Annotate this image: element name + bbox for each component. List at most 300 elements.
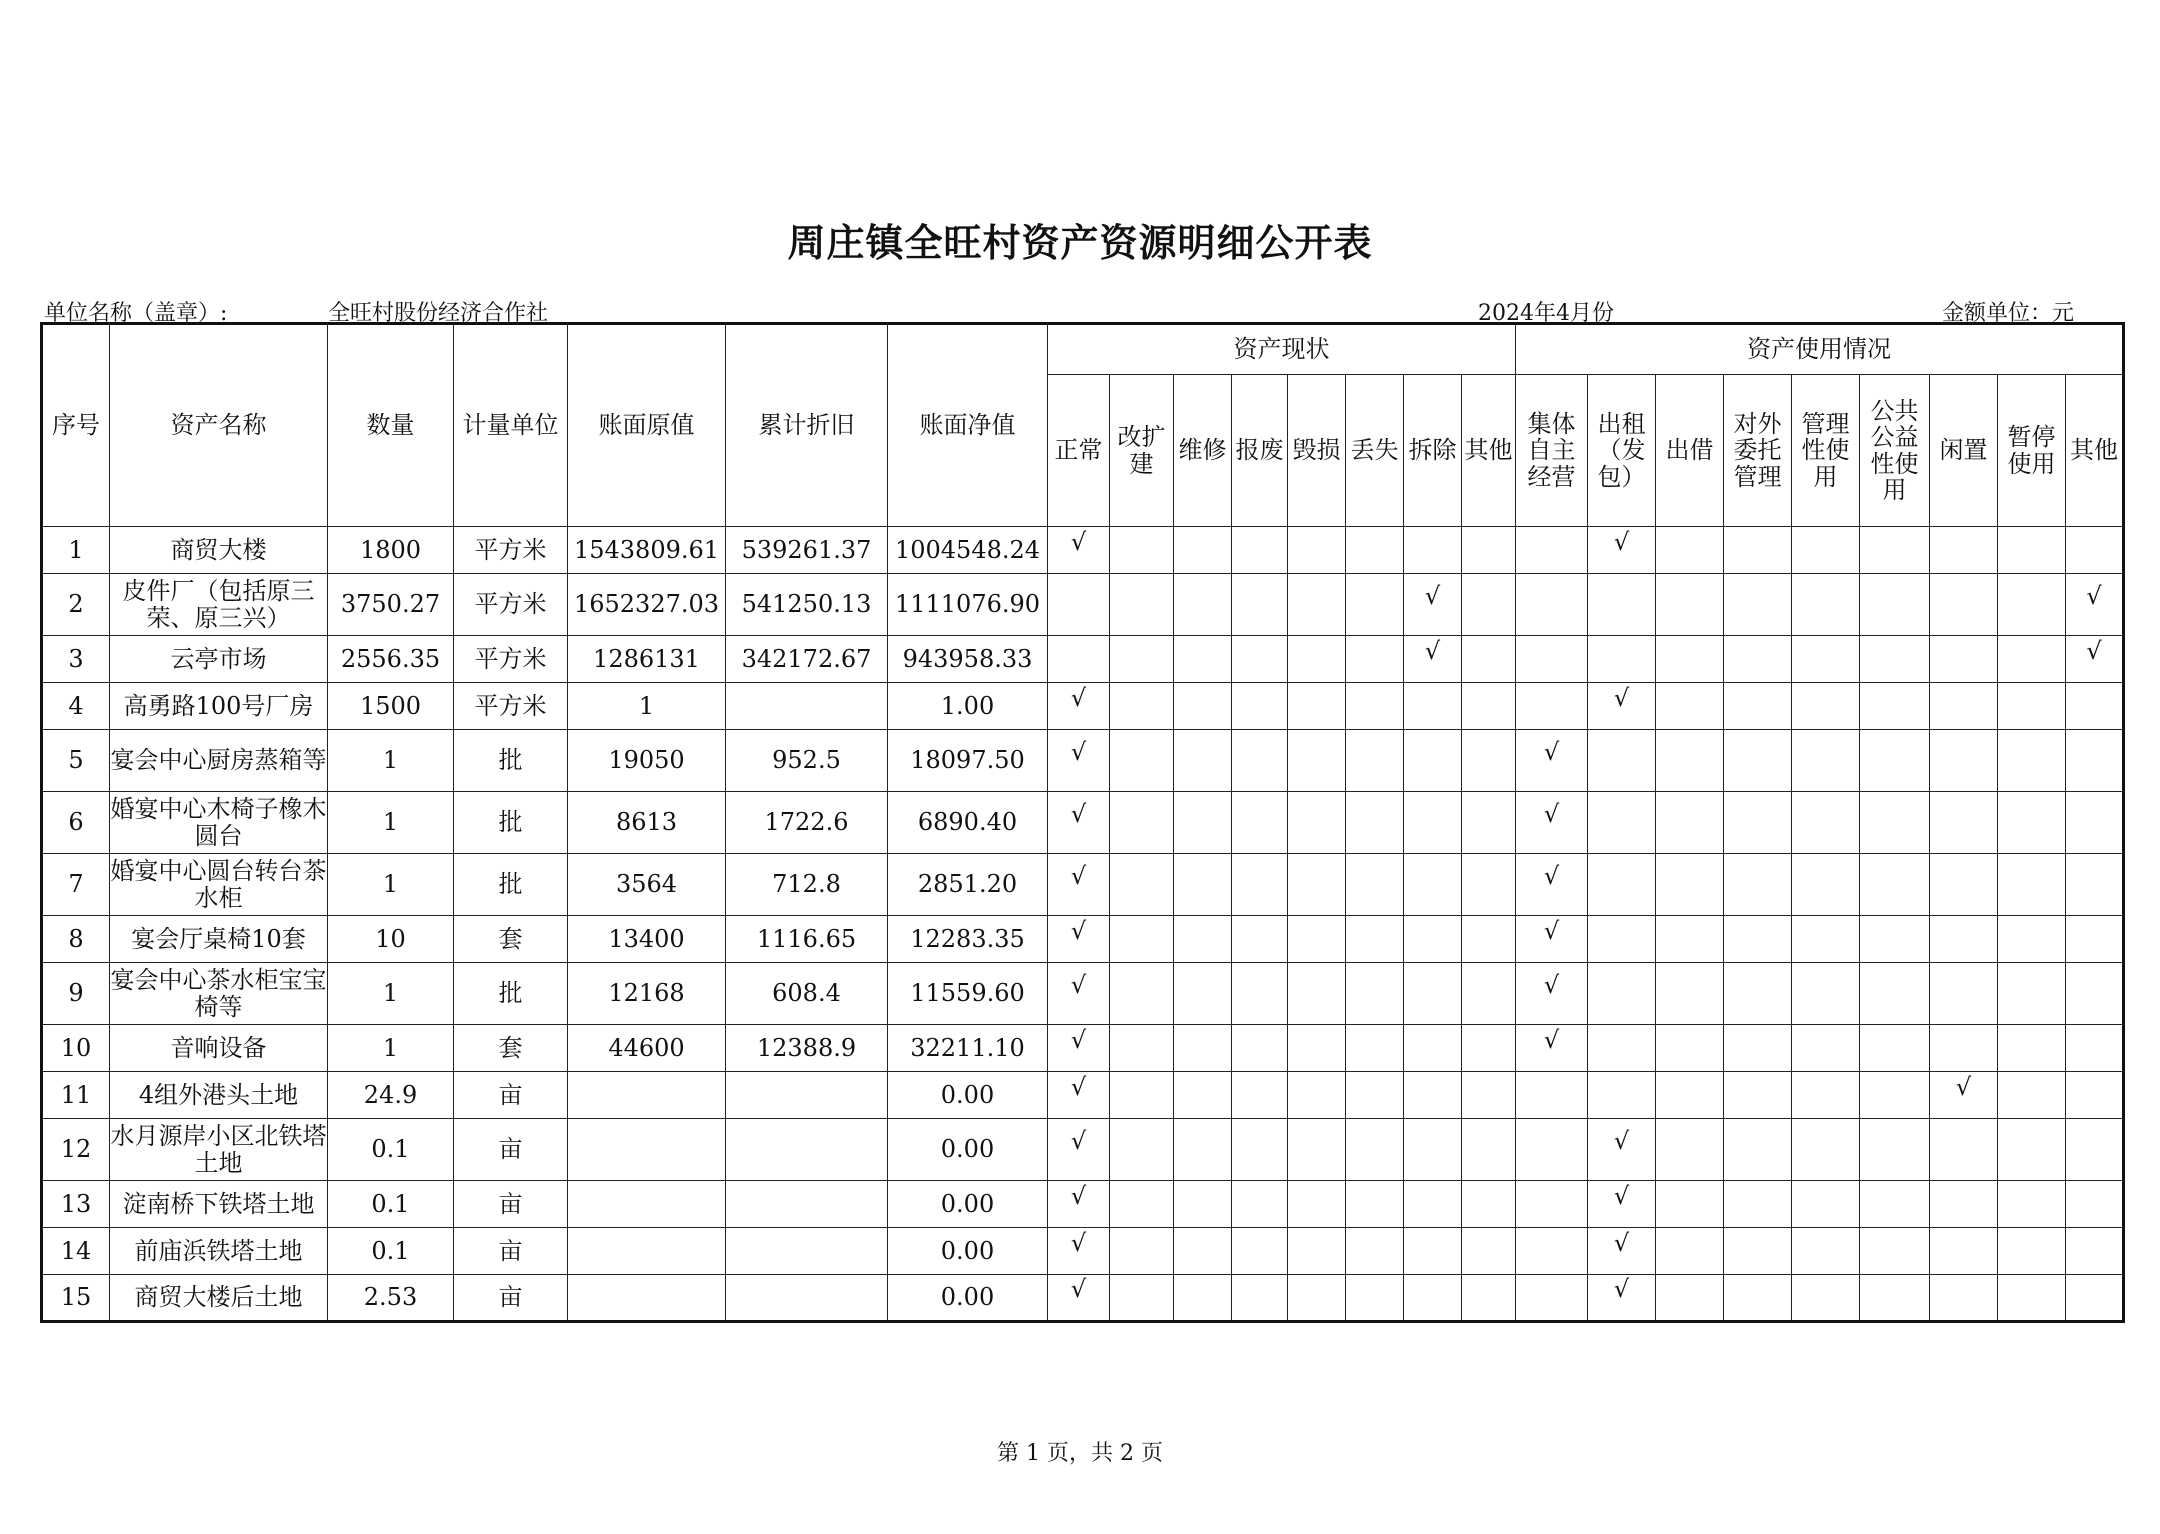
status-cell — [1232, 916, 1288, 963]
row-qty: 1 — [328, 792, 454, 854]
row-qty: 0.1 — [328, 1181, 454, 1228]
usage-cell — [1930, 854, 1998, 916]
table-row — [42, 792, 2124, 854]
table-row — [42, 1025, 2124, 1072]
status-cell — [1110, 1275, 1174, 1322]
status-cell — [1048, 1072, 1110, 1119]
row-original-value: 8613 — [568, 792, 726, 854]
usage-cell — [1724, 854, 1792, 916]
usage-cell — [1998, 1025, 2066, 1072]
usage-cell — [1588, 527, 1656, 574]
row-unit: 亩 — [454, 1275, 568, 1322]
status-cell — [1110, 683, 1174, 730]
header-usage-leased: 出租（发包） — [1588, 375, 1656, 527]
status-cell — [1110, 963, 1174, 1025]
usage-cell — [1588, 1025, 1656, 1072]
usage-cell — [1516, 792, 1588, 854]
table-row — [42, 916, 2124, 963]
status-cell — [1346, 916, 1404, 963]
usage-cell — [1516, 1025, 1588, 1072]
usage-cell — [1516, 636, 1588, 683]
usage-cell — [1588, 730, 1656, 792]
status-cell — [1174, 574, 1232, 636]
usage-cell — [1998, 1181, 2066, 1228]
header-usage-idle: 闲置 — [1930, 375, 1998, 527]
row-seq: 12 — [42, 1119, 110, 1181]
usage-cell — [1724, 1181, 1792, 1228]
usage-cell — [1792, 1275, 1860, 1322]
row-seq: 9 — [42, 963, 110, 1025]
check-mark: √ — [1543, 1025, 1560, 1054]
row-original-value: 12168 — [568, 963, 726, 1025]
usage-cell — [2066, 792, 2124, 854]
usage-cell — [1516, 854, 1588, 916]
usage-cell — [1930, 792, 1998, 854]
row-unit: 平方米 — [454, 636, 568, 683]
row-seq: 10 — [42, 1025, 110, 1072]
header-unit: 计量单位 — [454, 324, 568, 527]
status-cell — [1404, 1119, 1462, 1181]
header-usage-administrative: 管理性使用 — [1792, 375, 1860, 527]
status-cell — [1288, 854, 1346, 916]
row-qty: 1800 — [328, 527, 454, 574]
table-row — [42, 1119, 2124, 1181]
usage-cell — [1792, 730, 1860, 792]
usage-cell — [2066, 1181, 2124, 1228]
check-mark: √ — [1955, 1072, 1972, 1101]
unit-name-value: 全旺村股份经济合作社 — [328, 301, 549, 326]
row-depreciation — [726, 683, 888, 730]
row-depreciation — [726, 1072, 888, 1119]
usage-cell — [1998, 527, 2066, 574]
header-status-lost: 丢失 — [1346, 375, 1404, 527]
status-cell — [1288, 1181, 1346, 1228]
status-cell — [1462, 730, 1516, 792]
usage-cell — [1930, 1025, 1998, 1072]
row-asset-name: 音响设备 — [110, 1025, 328, 1072]
status-cell — [1174, 1072, 1232, 1119]
usage-cell — [1724, 916, 1792, 963]
header-status-damaged: 毁损 — [1288, 375, 1346, 527]
usage-cell — [1930, 527, 1998, 574]
status-cell — [1288, 1072, 1346, 1119]
status-cell — [1462, 1119, 1516, 1181]
usage-cell — [1860, 1275, 1930, 1322]
usage-cell — [1860, 1025, 1930, 1072]
row-seq: 13 — [42, 1181, 110, 1228]
check-mark: √ — [1543, 800, 1560, 829]
usage-cell — [1930, 730, 1998, 792]
check-mark: √ — [2086, 582, 2102, 611]
check-mark: √ — [1543, 971, 1560, 1000]
row-qty: 2.53 — [328, 1275, 454, 1322]
status-cell — [1232, 636, 1288, 683]
status-cell — [1174, 1119, 1232, 1181]
row-unit: 平方米 — [454, 527, 568, 574]
table-row — [42, 1228, 2124, 1275]
row-seq: 6 — [42, 792, 110, 854]
status-cell — [1174, 527, 1232, 574]
usage-cell — [1998, 636, 2066, 683]
status-cell — [1232, 683, 1288, 730]
row-original-value: 1543809.61 — [568, 527, 726, 574]
header-qty: 数量 — [328, 324, 454, 527]
status-cell — [1346, 730, 1404, 792]
header-name: 资产名称 — [110, 324, 328, 527]
usage-cell — [1588, 1228, 1656, 1275]
status-cell — [1174, 854, 1232, 916]
row-unit: 亩 — [454, 1119, 568, 1181]
usage-cell — [1930, 1181, 1998, 1228]
unit-name-label: 单位名称（盖章）: — [44, 301, 228, 326]
status-cell — [1462, 1025, 1516, 1072]
check-mark: √ — [1613, 1275, 1630, 1304]
check-mark: √ — [1613, 527, 1630, 556]
status-cell — [1048, 1119, 1110, 1181]
status-cell — [1404, 1275, 1462, 1322]
status-cell — [1048, 854, 1110, 916]
usage-cell — [1860, 792, 1930, 854]
row-unit: 亩 — [454, 1228, 568, 1275]
row-qty: 2556.35 — [328, 636, 454, 683]
usage-cell — [1930, 1228, 1998, 1275]
row-depreciation — [726, 1181, 888, 1228]
status-cell — [1110, 1181, 1174, 1228]
header-status-normal: 正常 — [1048, 375, 1110, 527]
header-depreciation: 累计折旧 — [726, 324, 888, 527]
check-mark: √ — [1070, 971, 1087, 1000]
status-cell — [1232, 963, 1288, 1025]
status-cell — [1110, 1228, 1174, 1275]
status-cell — [1404, 1228, 1462, 1275]
status-cell — [1048, 730, 1110, 792]
row-original-value: 1 — [568, 683, 726, 730]
usage-cell — [1792, 1181, 1860, 1228]
usage-cell — [1792, 683, 1860, 730]
row-original-value: 1286131 — [568, 636, 726, 683]
row-net-value: 0.00 — [888, 1181, 1048, 1228]
row-net-value: 0.00 — [888, 1228, 1048, 1275]
asset-table — [40, 322, 2125, 1323]
usage-cell — [2066, 683, 2124, 730]
usage-cell — [1792, 1228, 1860, 1275]
usage-cell — [1724, 527, 1792, 574]
usage-cell — [1930, 1275, 1998, 1322]
report-period: 2024年4月份 — [1478, 301, 1614, 326]
row-unit: 套 — [454, 1025, 568, 1072]
header-usage-suspended: 暂停使用 — [1998, 375, 2066, 527]
row-seq: 14 — [42, 1228, 110, 1275]
usage-cell — [1588, 963, 1656, 1025]
usage-cell — [1792, 1119, 1860, 1181]
status-cell — [1462, 916, 1516, 963]
check-mark: √ — [2086, 636, 2102, 665]
check-mark: √ — [1070, 800, 1087, 829]
usage-cell — [1588, 636, 1656, 683]
row-seq: 4 — [42, 683, 110, 730]
status-cell — [1288, 683, 1346, 730]
status-cell — [1174, 1025, 1232, 1072]
status-cell — [1346, 1119, 1404, 1181]
status-cell — [1288, 527, 1346, 574]
row-net-value: 11559.60 — [888, 963, 1048, 1025]
row-asset-name: 商贸大楼后土地 — [110, 1275, 328, 1322]
usage-cell — [1930, 636, 1998, 683]
status-cell — [1462, 1275, 1516, 1322]
status-cell — [1462, 854, 1516, 916]
header-usage-lent: 出借 — [1656, 375, 1724, 527]
usage-cell — [1656, 527, 1724, 574]
usage-cell — [1516, 730, 1588, 792]
usage-cell — [1860, 1119, 1930, 1181]
check-mark: √ — [1613, 1181, 1630, 1210]
row-net-value: 1004548.24 — [888, 527, 1048, 574]
usage-cell — [1588, 792, 1656, 854]
row-depreciation: 12388.9 — [726, 1025, 888, 1072]
usage-cell — [1860, 636, 1930, 683]
usage-cell — [1516, 916, 1588, 963]
usage-cell — [1656, 574, 1724, 636]
status-cell — [1174, 730, 1232, 792]
usage-cell — [1656, 1275, 1724, 1322]
usage-cell — [1860, 963, 1930, 1025]
usage-cell — [1656, 854, 1724, 916]
usage-cell — [1588, 1119, 1656, 1181]
check-mark: √ — [1070, 683, 1087, 712]
usage-cell — [1516, 527, 1588, 574]
table-row — [42, 963, 2124, 1025]
status-cell — [1288, 574, 1346, 636]
header-status-other: 其他 — [1462, 375, 1516, 527]
row-depreciation — [726, 1275, 888, 1322]
usage-cell — [1724, 636, 1792, 683]
usage-cell — [1860, 574, 1930, 636]
row-qty: 0.1 — [328, 1119, 454, 1181]
row-qty: 3750.27 — [328, 574, 454, 636]
status-cell — [1288, 1275, 1346, 1322]
row-asset-name: 宴会中心厨房蒸箱等 — [110, 730, 328, 792]
check-mark: √ — [1424, 582, 1441, 611]
row-original-value — [568, 1072, 726, 1119]
header-status-repair: 维修 — [1174, 375, 1232, 527]
status-cell — [1404, 963, 1462, 1025]
usage-cell — [1998, 792, 2066, 854]
usage-cell — [1792, 574, 1860, 636]
check-mark: √ — [1070, 1275, 1087, 1304]
usage-cell — [1724, 683, 1792, 730]
status-cell — [1404, 916, 1462, 963]
row-qty: 1 — [328, 963, 454, 1025]
header-status-renovation: 改扩建 — [1110, 375, 1174, 527]
row-original-value: 1652327.03 — [568, 574, 726, 636]
row-asset-name: 宴会厅桌椅10套 — [110, 916, 328, 963]
status-cell — [1288, 1025, 1346, 1072]
page-footer: 第 1 页，共 2 页 — [997, 1441, 1163, 1466]
row-depreciation: 1722.6 — [726, 792, 888, 854]
status-cell — [1174, 1181, 1232, 1228]
usage-cell — [1588, 1275, 1656, 1322]
usage-cell — [1860, 1072, 1930, 1119]
check-mark: √ — [1070, 1228, 1087, 1257]
status-cell — [1048, 574, 1110, 636]
status-cell — [1232, 574, 1288, 636]
usage-cell — [1792, 1072, 1860, 1119]
row-depreciation: 608.4 — [726, 963, 888, 1025]
row-unit: 亩 — [454, 1181, 568, 1228]
usage-cell — [1516, 574, 1588, 636]
status-cell — [1346, 1181, 1404, 1228]
row-depreciation: 712.8 — [726, 854, 888, 916]
row-asset-name: 宴会中心茶水柜宝宝椅等 — [110, 963, 328, 1025]
check-mark: √ — [1613, 683, 1630, 712]
row-unit: 批 — [454, 963, 568, 1025]
usage-cell — [1656, 792, 1724, 854]
status-cell — [1346, 963, 1404, 1025]
status-cell — [1048, 963, 1110, 1025]
check-mark: √ — [1070, 1181, 1087, 1210]
usage-cell — [1588, 683, 1656, 730]
row-depreciation: 539261.37 — [726, 527, 888, 574]
row-unit: 套 — [454, 916, 568, 963]
usage-cell — [1930, 963, 1998, 1025]
row-seq: 3 — [42, 636, 110, 683]
usage-cell — [2066, 636, 2124, 683]
status-cell — [1288, 636, 1346, 683]
table-row — [42, 1072, 2124, 1119]
status-cell — [1404, 1025, 1462, 1072]
row-seq: 1 — [42, 527, 110, 574]
row-qty: 24.9 — [328, 1072, 454, 1119]
status-cell — [1346, 1072, 1404, 1119]
status-cell — [1462, 1181, 1516, 1228]
usage-cell — [2066, 527, 2124, 574]
row-net-value: 12283.35 — [888, 916, 1048, 963]
status-cell — [1462, 963, 1516, 1025]
row-depreciation: 1116.65 — [726, 916, 888, 963]
status-cell — [1346, 527, 1404, 574]
usage-cell — [1860, 854, 1930, 916]
status-cell — [1110, 792, 1174, 854]
status-cell — [1404, 792, 1462, 854]
header-seq: 序号 — [42, 324, 110, 527]
status-cell — [1462, 792, 1516, 854]
usage-cell — [1656, 636, 1724, 683]
usage-cell — [1998, 916, 2066, 963]
usage-cell — [1588, 1181, 1656, 1228]
check-mark: √ — [1070, 738, 1087, 767]
header-usage-public: 公共公益性使用 — [1860, 375, 1930, 527]
usage-cell — [1860, 1181, 1930, 1228]
row-seq: 11 — [42, 1072, 110, 1119]
usage-cell — [1998, 963, 2066, 1025]
usage-cell — [1860, 916, 1930, 963]
row-net-value: 0.00 — [888, 1072, 1048, 1119]
check-mark: √ — [1613, 1228, 1630, 1257]
usage-cell — [1930, 1119, 1998, 1181]
usage-cell — [1656, 1181, 1724, 1228]
usage-cell — [1998, 1119, 2066, 1181]
status-cell — [1288, 963, 1346, 1025]
row-net-value: 32211.10 — [888, 1025, 1048, 1072]
table-row — [42, 574, 2124, 636]
status-cell — [1174, 636, 1232, 683]
check-mark: √ — [1613, 1127, 1630, 1156]
usage-cell — [1998, 683, 2066, 730]
status-cell — [1110, 916, 1174, 963]
check-mark: √ — [1543, 862, 1560, 891]
usage-cell — [1998, 1275, 2066, 1322]
usage-cell — [1588, 574, 1656, 636]
status-cell — [1462, 636, 1516, 683]
check-mark: √ — [1543, 738, 1560, 767]
usage-cell — [1930, 683, 1998, 730]
usage-cell — [1998, 1228, 2066, 1275]
status-cell — [1346, 792, 1404, 854]
row-asset-name: 婚宴中心木椅子橡木圆台 — [110, 792, 328, 854]
status-cell — [1346, 1275, 1404, 1322]
check-mark: √ — [1070, 862, 1087, 891]
row-depreciation — [726, 1119, 888, 1181]
usage-cell — [2066, 730, 2124, 792]
usage-cell — [1516, 683, 1588, 730]
usage-cell — [1724, 730, 1792, 792]
row-seq: 2 — [42, 574, 110, 636]
check-mark: √ — [1543, 916, 1560, 945]
usage-cell — [1724, 1275, 1792, 1322]
usage-cell — [2066, 574, 2124, 636]
row-net-value: 0.00 — [888, 1275, 1048, 1322]
row-original-value — [568, 1275, 726, 1322]
usage-cell — [2066, 1228, 2124, 1275]
usage-cell — [1792, 916, 1860, 963]
row-original-value — [568, 1181, 726, 1228]
status-cell — [1048, 683, 1110, 730]
row-depreciation: 952.5 — [726, 730, 888, 792]
usage-cell — [1860, 730, 1930, 792]
status-cell — [1232, 1275, 1288, 1322]
usage-cell — [1656, 963, 1724, 1025]
status-cell — [1346, 1025, 1404, 1072]
usage-cell — [1930, 916, 1998, 963]
row-depreciation — [726, 1228, 888, 1275]
row-unit: 平方米 — [454, 683, 568, 730]
status-cell — [1174, 963, 1232, 1025]
row-net-value: 6890.40 — [888, 792, 1048, 854]
status-cell — [1048, 1025, 1110, 1072]
row-unit: 平方米 — [454, 574, 568, 636]
usage-cell — [1724, 1119, 1792, 1181]
row-original-value — [568, 1119, 726, 1181]
check-mark: √ — [1070, 1025, 1087, 1054]
usage-cell — [1656, 683, 1724, 730]
row-qty: 1500 — [328, 683, 454, 730]
check-mark: √ — [1070, 527, 1087, 556]
row-qty: 10 — [328, 916, 454, 963]
status-cell — [1404, 730, 1462, 792]
status-cell — [1110, 636, 1174, 683]
check-mark: √ — [1070, 1127, 1087, 1156]
status-cell — [1232, 1025, 1288, 1072]
status-cell — [1110, 574, 1174, 636]
status-cell — [1048, 1275, 1110, 1322]
usage-cell — [1656, 916, 1724, 963]
row-qty: 1 — [328, 1025, 454, 1072]
status-cell — [1048, 527, 1110, 574]
header-usage-entrusted: 对外委托管理 — [1724, 375, 1792, 527]
usage-cell — [2066, 1119, 2124, 1181]
row-asset-name: 高勇路100号厂房 — [110, 683, 328, 730]
usage-cell — [1998, 574, 2066, 636]
